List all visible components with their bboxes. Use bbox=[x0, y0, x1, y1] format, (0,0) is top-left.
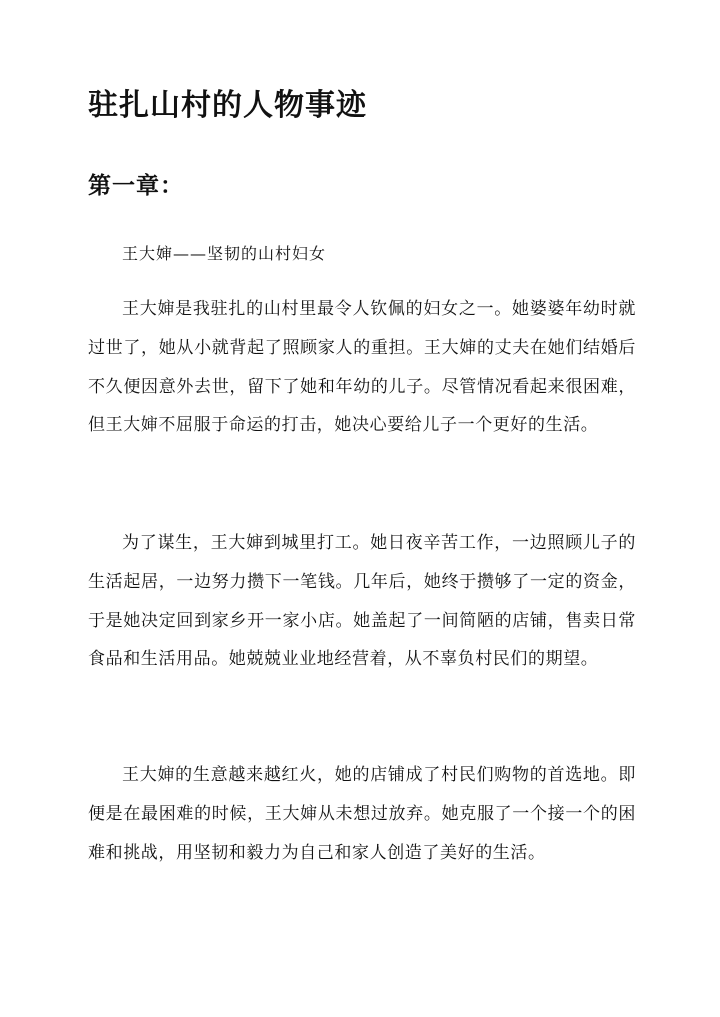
body-paragraph: 王大婶是我驻扎的山村里最令人钦佩的妇女之一。她婆婆年幼时就过世了，她从小就背起了照顾家人的重担。王大婶的丈夫在她们结婚后不久便因意外去世，留下了她和年幼的儿子。尽管情况看起来很困难，但王大婶不屈服于命运的打击，她决心要给儿子一个更好的生活。 bbox=[88, 299, 636, 436]
section-subtitle: 王大婶——坚韧的山村妇女 bbox=[122, 244, 327, 263]
page-title: 驻扎山村的人物事迹 bbox=[88, 88, 367, 123]
chapter-heading: 第一章： bbox=[88, 172, 184, 199]
body-paragraph: 王大婶的生意越来越红火，她的店铺成了村民们购物的首选地。即便是在最困难的时候，王大婶从未想过放弃。她克服了一个接一个的困难和挑战，用坚韧和毅力为自己和家人创造了美好的生活。 bbox=[88, 765, 636, 863]
body-paragraph: 为了谋生，王大婶到城里打工。她日夜辛苦工作，一边照顾儿子的生活起居，一边努力攒下一笔钱。几年后，她终于攒够了一定的资金，于是她决定回到家乡开一家小店。她盖起了一间简陋的店铺，售卖日常食品和生活用品。她兢兢业业地经营着，从不辜负村民们的期望。 bbox=[88, 533, 636, 670]
